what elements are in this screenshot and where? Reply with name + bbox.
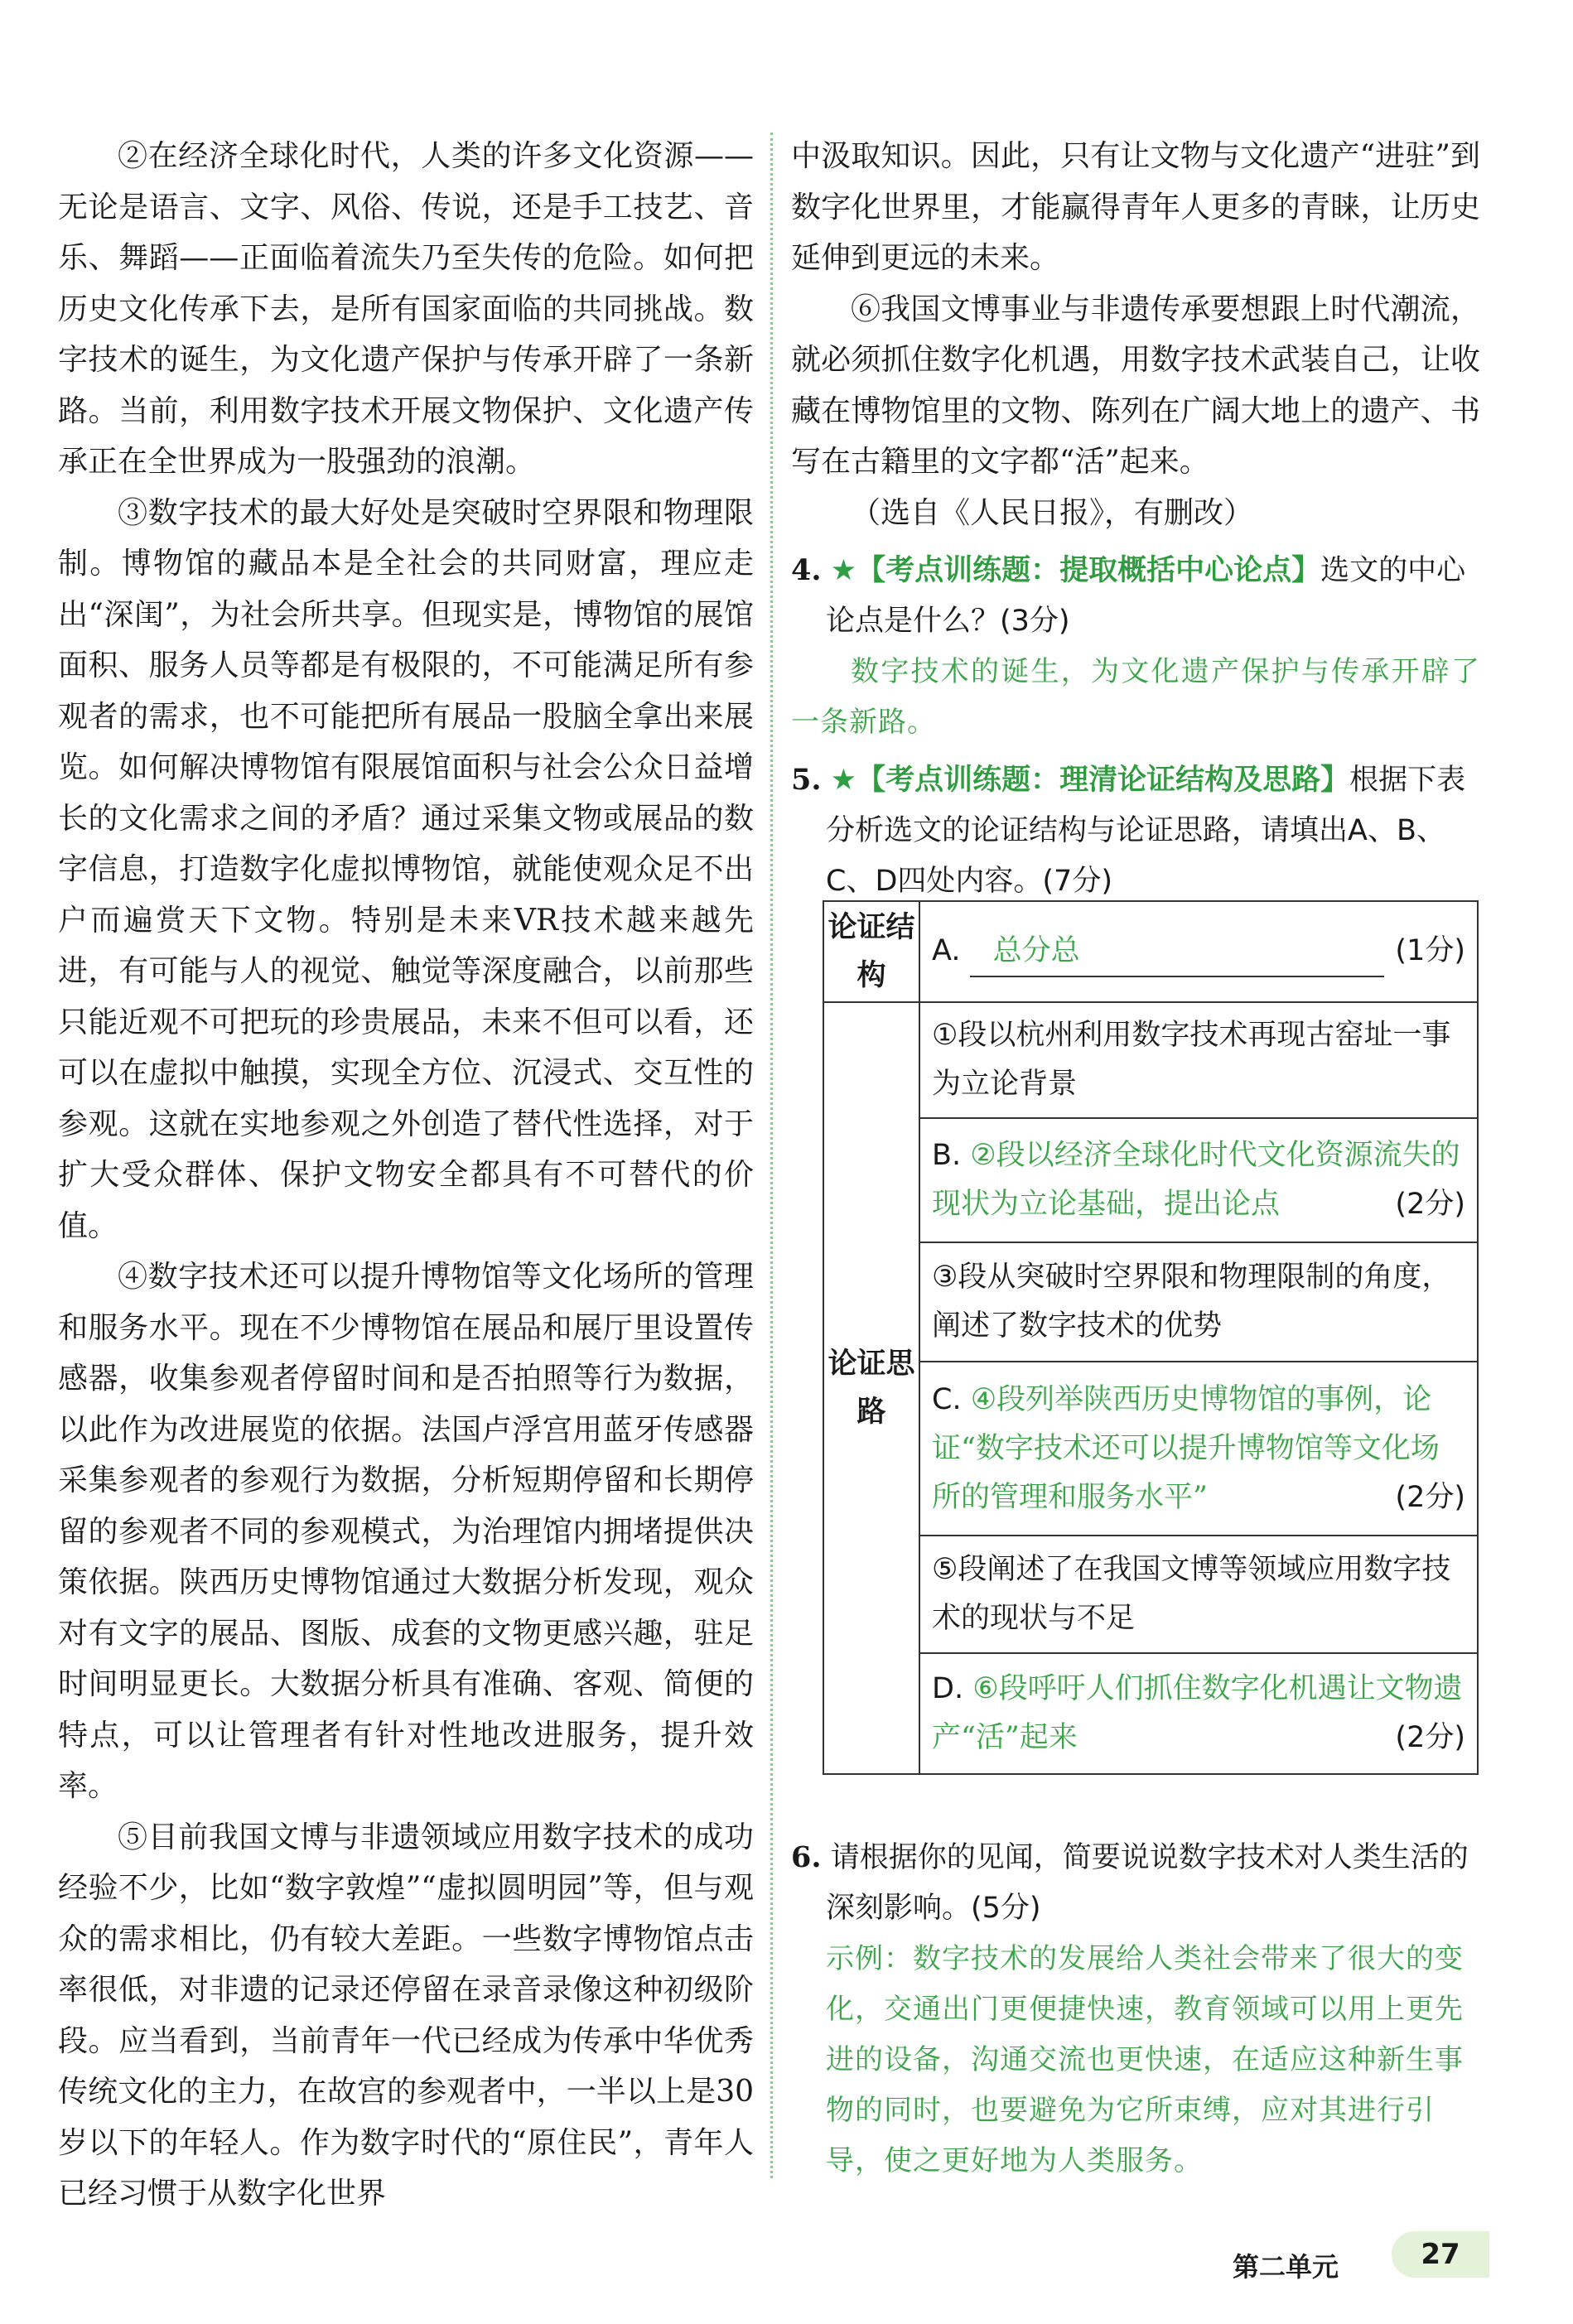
star-icon: ★ [830,554,857,587]
paragraph-6: ⑥我国文博事业与非遗传承要想跟上时代潮流，就必须抓住数字化机遇，用数字技术武装自己，让收藏在博物馆里的文物、陈列在广阔大地上的遗产、书写在古籍里的文字都“活”起来。 [791,292,1480,479]
paragraph-2: ②在经济全球化时代，人类的许多文化资源——无论是语言、文字、风俗、传说，还是手工技艺、音乐、舞蹈——正面临着流失乃至失传的危险。如何把历史文化传承下去，是所有国家面临的共同挑战。数字技术的诞生，为文化遗产保护与传承开辟了一条新路。当前，利用数字技术开展文物保护、文化遗产传承正在全世界成为一股强劲的浪潮。 [58,139,754,479]
question-4 [791,545,1480,647]
table-row [823,1653,1478,1774]
cell-row3: ③段从突破时空界限和物理限制的角度，阐述了数字技术的优势 [919,1242,1478,1362]
answer-blank [970,927,1384,977]
score: (2分) [1395,1188,1465,1221]
question-tag: 【考点训练题：提取概括中心论点】 [856,554,1321,587]
question-number: 4. [791,553,822,587]
left-column [58,131,754,2220]
question-6-block [791,1832,1480,2191]
table-row [823,1002,1478,1118]
question-number: 6. [791,1840,822,1874]
score: (1分) [1395,933,1465,967]
cell-row5: ⑤段阐述了在我国文博等领域应用数字技术的现状与不足 [919,1536,1478,1653]
table-row [823,901,1478,1002]
cell-label: B. [932,1139,962,1172]
question-text: 根据下表分析选文的论证结构与论证思路，请填出A、B、C、D四处内容。(7分) [826,764,1466,898]
paragraph-5: ⑤目前我国文博与非遗领域应用数字技术的成功经验不少，比如“数字敦煌”“虚拟圆明园”等，但与观众的需求相比，仍有较大差距。一些数字博物馆点击率很低，对非遗的记录还停留在录音录像这种初级阶段。应当看到，当前青年一代已经成为传承中华优秀传统文化的主力，在故宫的参观者中，一半以上是30岁以下的年轻人。作为数字时代的“原住民”，青年人已经习惯于从数字化世界 [58,1820,754,2211]
page-number: 27 [1392,2231,1489,2278]
right-column [791,131,1480,907]
paragraph-4: ④数字技术还可以提升博物馆等文化场所的管理和服务水平。现在不少博物馆在展品和展厅里设置传感器，收集参观者停留时间和是否拍照等行为数据，以此作为改进展览的依据。法国卢浮宫用蓝牙传感器采集参观者的参观行为数据，分析短期停留和长期停留的参观者不同的参观模式，为治理馆内拥堵提供决策依据。陕西历史博物馆通过大数据分析发现，观众对有文字的展品、图版、成套的文物更感兴趣，驻足时间明显更长。大数据分析具有准确、客观、简便的特点，可以让管理者有针对性地改进服务，提升效率。 [58,1260,754,1803]
cell-c [919,1362,1478,1536]
source-citation: （选自《人民日报》，有删改） [851,495,1254,530]
column-divider [770,133,773,2178]
cell-label: D. [932,1672,964,1705]
table-head-reasoning: 论证思路 [823,1002,919,1774]
table-row [823,1242,1478,1362]
answer-c: ④段列举陕西历史博物馆的事例，论证“数字技术还可以提升博物馆等文化场所的管理和服务水平” [932,1382,1440,1514]
answer-4: 数字技术的诞生，为文化遗产保护与传承开辟了一条新路。 [791,655,1480,739]
paragraph-5-continued: 中汲取知识。因此，只有让文物与文化遗产“进驻”到数字化世界里，才能赢得青年人更多的青睐，让历史延伸到更远的未来。 [791,139,1480,275]
answer-d: ⑥段呼吁人们抓住数字化机遇让文物遗产“活”起来 [932,1672,1463,1754]
cell-d [919,1653,1478,1774]
answer-a: 总分总 [992,933,1080,967]
unit-label: 第二单元 [1233,2251,1339,2283]
question-text: 请根据你的见闻，简要说说数字技术对人类生活的深刻影响。(5分) [826,1841,1469,1925]
star-icon: ★ [830,764,857,797]
question-text: 选文的中心论点是什么？(3分) [826,554,1466,638]
table-row [823,1362,1478,1536]
question-number: 5. [791,763,822,797]
paragraph-3: ③数字技术的最大好处是突破时空界限和物理限制。博物馆的藏品本是全社会的共同财富，理应走出“深闺”，为社会所共享。但现实是，博物馆的展馆面积、服务人员等都是有极限的，不可能满足所有参观者的需求，也不可能把所有展品一股脑全拿出来展览。如何解决博物馆有限展馆面积与社会公众日益增长的文化需求之间的矛盾？通过采集文物或展品的数字信息，打造数字化虚拟博物馆，就能使观众足不出户而遍赏天下文物。特别是未来VR技术越来越先进，有可能与人的视觉、触觉等深度融合，以前那些只能近观不可把玩的珍贵展品，未来不但可以看，还可以在虚拟中触摸，实现全方位、沉浸式、交互性的参观。这就在实地参观之外创造了替代性选择，对于扩大受众群体、保护文物安全都具有不可替代的价值。 [58,495,754,1243]
argument-analysis-table [823,900,1479,1775]
answer-6: 示例：数字技术的发展给人类社会带来了很大的变化，交通出门更便捷快速，教育领域可以用上更先进的设备，沟通交流也更快速，在适应这种新生事物的同时，也要避免为它所束缚，应对其进行引导，使之更好地为人类服务。 [826,1942,1464,2177]
answer-b: ②段以经济全球化时代文化资源流失的现状为立论基础，提出论点 [932,1139,1460,1221]
question-5 [791,755,1480,907]
cell-label: C. [932,1382,962,1416]
cell-b [919,1118,1478,1242]
table-head-structure: 论证结构 [823,901,919,1002]
score: (2分) [1395,1480,1465,1514]
cell-a [919,901,1478,1002]
cell-label: A. [932,933,961,967]
table-row [823,1536,1478,1653]
table-row [823,1118,1478,1242]
question-tag: 【考点训练题：理清论证结构及思路】 [856,764,1350,797]
cell-row1: ①段以杭州利用数字技术再现古窑址一事为立论背景 [919,1002,1478,1118]
score: (2分) [1395,1721,1465,1754]
question-6 [791,1832,1480,1934]
